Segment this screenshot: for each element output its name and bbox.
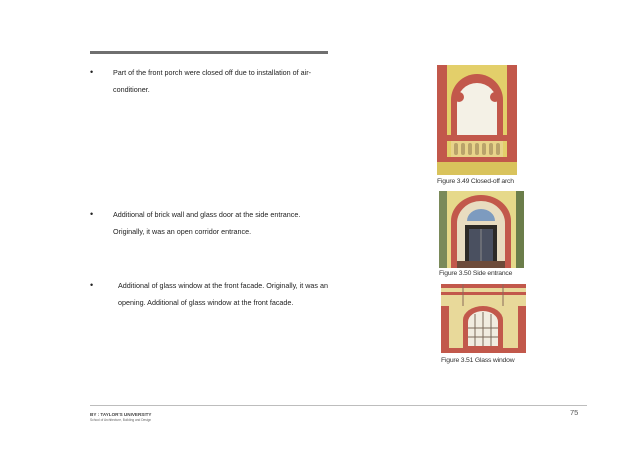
bullet-dot: •	[90, 67, 94, 77]
bullet-text: Additional of glass window at the front facade. Originally, it was an opening. Additional of glass window at the front facade.	[118, 281, 329, 307]
figure-caption: Figure 3.50 Side entrance	[439, 270, 513, 277]
page-number: 75	[570, 408, 579, 417]
closed-off-arch-photo	[437, 65, 517, 175]
bullet-item-porch	[90, 64, 330, 98]
bullet-dot: •	[90, 209, 94, 219]
bullet-dot: •	[90, 280, 94, 290]
footer-divider	[90, 405, 587, 406]
side-entrance-photo	[439, 191, 524, 268]
logo-main-text: BY : TAYLOR'S UNIVERSITY	[90, 412, 152, 417]
bullet-text: Additional of brick wall and glass door at the side entrance. Originally, it was an open corridor entrance.	[113, 210, 301, 236]
bullet-item-side-entrance	[90, 206, 330, 240]
logo-sub-text: School of Architecture, Building and Design	[90, 418, 152, 422]
bullet-item-glass-window	[90, 277, 330, 311]
bullet-text: Part of the front porch were closed off due to installation of air-conditioner.	[113, 68, 312, 94]
university-logo	[90, 412, 170, 422]
top-divider	[90, 51, 328, 54]
figure-caption: Figure 3.49 Closed-off arch	[437, 178, 514, 185]
figure-caption: Figure 3.51 Glass window	[441, 357, 515, 364]
glass-window-photo	[441, 284, 526, 353]
